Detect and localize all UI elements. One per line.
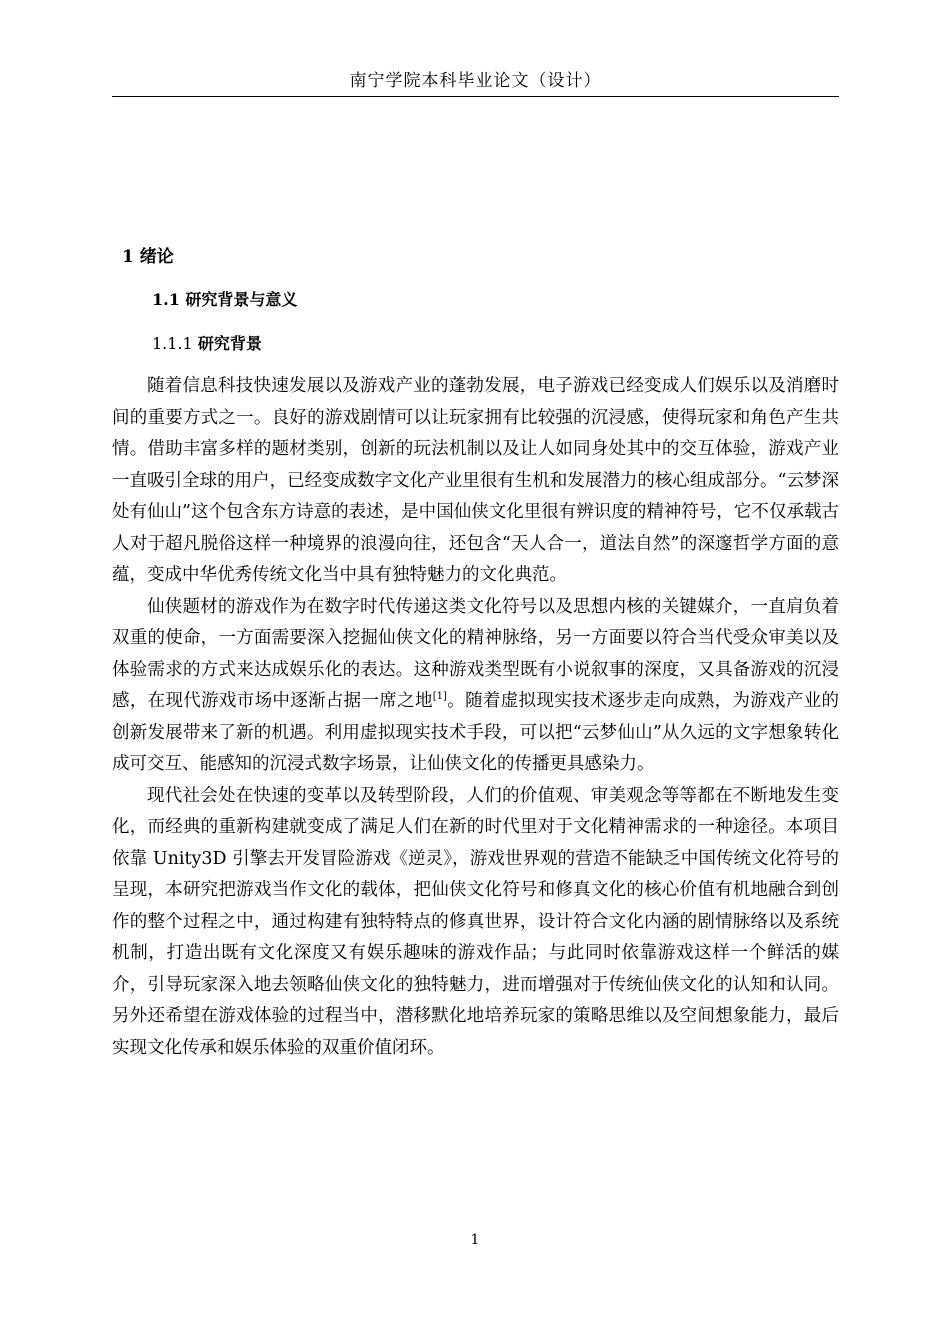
paragraph: 现代社会处在快速的变革以及转型阶段，人们的价值观、审美观念等等都在不断地发生变化，而经典的重新构建就变成了满足人们在新的时代里对于文化精神需求的一种途径。本项目依靠 Unity3D 引擎去开发冒险游戏《逆灵》，游戏世界观的营造不能缺乏中国传统文化符号的呈现，本研究把游戏当作文化的载体，把仙侠文化符号和修真文化的核心价值有机地融合到创作的整个过程之中，通过构建有独特特点的修真世界，设计符合文化内涵的剧情脉络以及系统机制，打造出既有文化深度又有娱乐趣味的游戏作品；与此同时依靠游戏这样一个鲜活的媒介，引导玩家深入地去领略仙侠文化的独特魅力，进而增强对于传统仙侠文化的认知和认同。另外还希望在游戏体验的过程当中，潜移默化地培养玩家的策略思维以及空间想象能力，最后实现文化传承和娱乐体验的双重价值闭环。 <box>112 785 839 1058</box>
chapter-heading: 1 绪论 <box>122 247 174 267</box>
paragraph: 随着信息科技快速发展以及游戏产业的蓬勃发展，电子游戏已经变成人们娱乐以及消磨时间的重要方式之一。良好的游戏剧情可以让玩家拥有比较强的沉浸感，使得玩家和角色产生共情。借助丰富多样的题材类别，创新的玩法机制以及让人如同身处其中的交互体验，游戏产业一直吸引全球的用户，已经变成数字文化产业里很有生机和发展潜力的核心组成部分。“云梦深处有仙山”这个包含东方诗意的表述，是中国仙侠文化里很有辨识度的精神符号，它不仅承载古人对于超凡脱俗这样一种境界的浪漫向往，还包含“天人合一，道法自然”的深邃哲学方面的意蕴，变成中华优秀传统文化当中具有独特魅力的文化典范。 <box>112 376 839 585</box>
page-number: 1 <box>470 1232 480 1248</box>
subsection-number: 1.1.1 <box>152 334 193 353</box>
page-header: 南宁学院本科毕业论文（设计） <box>112 66 839 97</box>
body-text <box>112 371 839 1064</box>
section-heading: 1.1 研究背景与意义 <box>152 290 298 309</box>
paragraph <box>112 592 839 781</box>
paragraph-text: 仙侠题材的游戏作为在数字时代传递这类文化符号以及思想内核的关键媒介，一直肩负着双重的使命，一方面需要深入挖掘仙侠文化的精神脉络，另一方面要以符合当代受众审美以及体验需求的方式来达成娱乐化的表达。这种游戏类型既有小说叙事的深度，又具备游戏的沉浸感，在现代游戏市场中逐渐占据一席之地 <box>112 596 839 711</box>
subsection-heading <box>152 331 262 354</box>
subsection-title: 研究背景 <box>197 334 262 353</box>
citation-marker[interactable]: [1] <box>432 691 447 703</box>
paragraph-text: 。随着虚拟现实技术逐步走向成熟，为游戏产业的创新发展带来了新的机遇。利用虚拟现实技术手段，可以把“云梦仙山”从久远的文字想象转化成可交互、能感知的沉浸式数字场景，让仙侠文化的传播更具感染力。 <box>112 691 840 774</box>
